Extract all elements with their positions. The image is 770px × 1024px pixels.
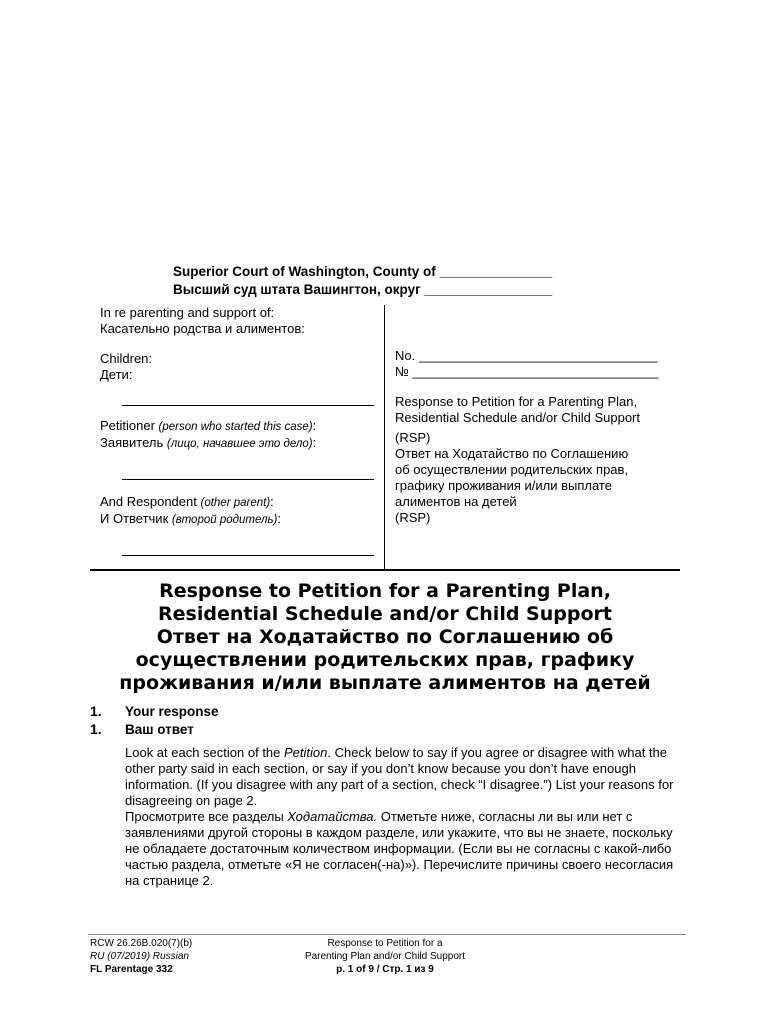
- caption-left: [100, 305, 385, 556]
- caption-divider: [384, 305, 385, 569]
- children-label-ru: Дети:: [100, 367, 133, 382]
- footer-title-1: Response to Petition for a: [327, 938, 443, 949]
- title-line-3: Ответ на Ходатайство по Соглашению об: [156, 626, 614, 648]
- footer-form-id: FL Parentage 332: [90, 964, 173, 975]
- doc-title-ru-3: графику проживания и/или выплате: [395, 478, 612, 493]
- court-line-ru: Высший суд штата Вашингтон, округ _________________: [173, 282, 553, 297]
- respondent-blank-line[interactable]: [122, 554, 374, 556]
- respondent-ru-note: (второй родитель): [171, 514, 278, 526]
- title-line-2: Residential Schedule and/or Child Support: [158, 603, 612, 625]
- section-1-title-en: Your response: [125, 704, 219, 719]
- respondent-label-ru: И Ответчик (второй родитель):: [100, 511, 281, 526]
- respondent-label-en: And Respondent (other parent):: [100, 494, 274, 509]
- document-title: [70, 580, 700, 695]
- footer-rule: [88, 934, 686, 935]
- title-line-4: осуществлении родительских прав, графику: [135, 649, 635, 671]
- doc-title-ru-4: алиментов на детей: [395, 494, 517, 509]
- respondent-en: And Respondent: [100, 494, 197, 509]
- doc-title-ru-2: об осуществлении родительских прав,: [395, 462, 629, 477]
- footer-page-number: p. 1 of 9 / Стр. 1 из 9: [336, 964, 434, 975]
- title-line-5: проживания и/или выплате алиментов на детей: [119, 672, 651, 694]
- footer-left: [90, 937, 192, 976]
- instructions-ru-part-2: Отметьте ниже, согласны ли вы или нет с заявлениями другой стороны в каждом разделе, или укажите, что вы не знаете, поскольку не обладаете достаточным количеством информации. (Если вы не согласны с какой-либо частью раздела, отметьте «Я не согласен(-на)»). Перечислите причины своего несогласия на странице 2.: [125, 809, 674, 888]
- section-1-heading-ru: [90, 721, 102, 739]
- case-number-en[interactable]: No. _________________________________: [395, 348, 658, 363]
- section-1-body: [125, 745, 685, 889]
- court-header: [173, 263, 552, 299]
- doc-title-en-3: (RSP): [395, 430, 431, 445]
- caption-right: [395, 348, 685, 526]
- section-1-heading-en: [90, 703, 102, 721]
- instructions-en-part-2: . Check below to say if you agree or disagree with what the other party said in each section, or say if you don’t know because you don’t have enough information. (If you disagree with any part of a section, check “I disagree.”) List your reasons for disagreeing on page 2.: [125, 745, 674, 808]
- in-re-ru: Касательно родства и алиментов:: [100, 321, 305, 336]
- title-line-1: Response to Petition for a Parenting Plan,: [159, 580, 611, 602]
- petitioner-ru-note: (лицо, начавшее это дело): [166, 438, 313, 450]
- instructions-en: [125, 745, 685, 809]
- respondent-en-note: (other parent): [200, 497, 271, 509]
- petitioner-en-note: (person who started this case): [158, 421, 313, 433]
- footer-version: RU (07/2019) Russian: [90, 951, 189, 962]
- footer-title-2: Parenting Plan and/or Child Support: [304, 951, 466, 962]
- section-1-number-ru: 1.: [90, 721, 102, 737]
- case-number-ru[interactable]: № __________________________________: [395, 364, 659, 379]
- footer-rcw: RCW 26.26B.020(7)(b): [90, 938, 193, 949]
- petition-word-ru: Ходатайства.: [287, 809, 378, 824]
- section-1-title-ru: Ваш ответ: [125, 722, 194, 737]
- petitioner-label-en: Petitioner (person who started this case):: [100, 418, 317, 433]
- doc-title-ru-1: Ответ на Ходатайство по Соглашению: [395, 446, 629, 461]
- in-re-en: In re parenting and support of:: [100, 305, 275, 320]
- footer-center: [280, 937, 490, 976]
- children-label-en: Children:: [100, 351, 153, 366]
- petitioner-ru: Заявитель: [100, 435, 164, 450]
- respondent-ru: И Ответчик: [100, 511, 169, 526]
- instructions-en-part-1: Look at each section of the: [125, 745, 284, 760]
- instructions-ru-part-1: Просмотрите все разделы: [125, 809, 288, 824]
- doc-title-en-2: Residential Schedule and/or Child Support: [395, 410, 640, 425]
- caption-bottom-rule: [90, 569, 680, 571]
- section-1-number-en: 1.: [90, 703, 102, 719]
- instructions-ru: [125, 809, 685, 889]
- doc-title-ru-5: (RSP): [395, 510, 431, 525]
- petition-word-en: Petition: [284, 745, 328, 760]
- petitioner-en: Petitioner: [100, 418, 155, 433]
- petitioner-label-ru: Заявитель (лицо, начавшее это дело):: [100, 435, 317, 450]
- court-line-en: Superior Court of Washington, County of _______________: [173, 264, 553, 279]
- doc-title-en-1: Response to Petition for a Parenting Plan,: [395, 394, 638, 409]
